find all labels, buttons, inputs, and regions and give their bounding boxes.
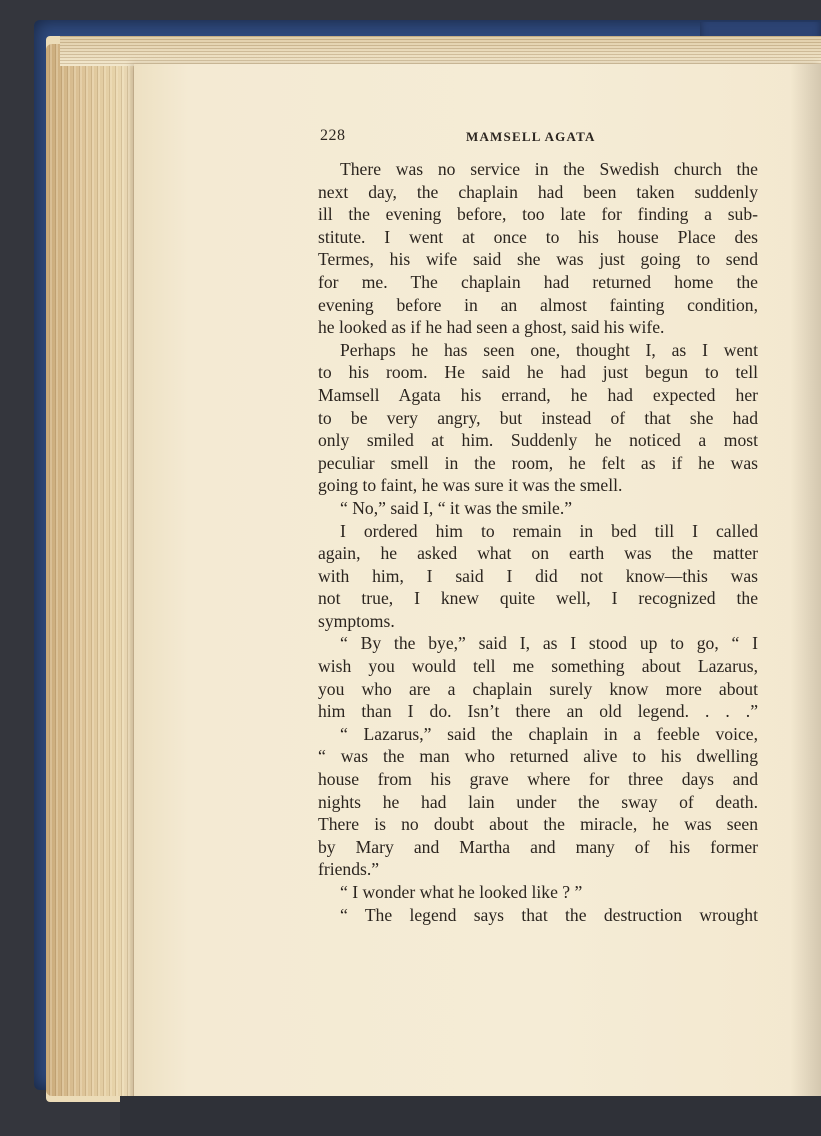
text-line: not true, I knew quite well, I recognized the <box>318 588 758 609</box>
text-line: you who are a chaplain surely know more about <box>318 678 758 699</box>
running-head <box>320 127 760 149</box>
text-line: by Mary and Martha and many of his former <box>318 836 758 857</box>
text-line: next day, the chaplain had been taken suddenly <box>318 181 758 202</box>
text-line: symptoms. <box>318 610 395 631</box>
text-line: to be very angry, but instead of that she had <box>318 407 758 428</box>
page-fore-edge <box>46 44 142 1096</box>
text-line: There was no service in the Swedish church the <box>340 159 758 179</box>
text-line: stitute. I went at once to his house Place des <box>318 226 758 247</box>
text-line: nights he had lain under the sway of death. <box>318 791 758 812</box>
text-line: There is no doubt about the miracle, he was seen <box>318 814 758 835</box>
text-line: he looked as if he had seen a ghost, said his wife. <box>318 317 665 338</box>
text-line: peculiar smell in the room, he felt as if he was <box>318 452 758 473</box>
text-line: ill the evening before, too late for finding a sub- <box>318 204 758 225</box>
running-title: MAMSELL AGATA <box>466 129 596 144</box>
text-line: him than I do. Isn’t there an old legend. . . .” <box>318 701 758 722</box>
text-line: “ was the man who returned alive to his dwelling <box>318 746 758 767</box>
gutter-shadow <box>790 64 821 1104</box>
text-line: to his room. He said he had just begun to tell <box>318 362 758 383</box>
text-line: “ Lazarus,” said the chaplain in a feeble voice, <box>340 723 758 744</box>
text-line: “ I wonder what he looked like ? ” <box>340 882 583 902</box>
page-number: 228 <box>320 127 346 144</box>
page-top-edge <box>60 36 821 66</box>
text-line: with him, I said I did not know—this was <box>318 565 758 586</box>
text-line: Mamsell Agata his errand, he had expected her <box>318 384 758 405</box>
text-line: friends.” <box>318 859 380 880</box>
bottom-background <box>120 1096 821 1136</box>
text-line: evening before in an almost fainting condition, <box>318 294 758 315</box>
text-line: “ No,” said I, “ it was the smile.” <box>340 497 573 518</box>
text-line: going to faint, he was sure it was the smell. <box>318 475 623 496</box>
text-line: Perhaps he has seen one, thought I, as I went <box>340 339 758 360</box>
text-line: wish you would tell me something about Lazarus, <box>318 656 758 677</box>
text-line: “ By the bye,” said I, as I stood up to go, “ I <box>340 633 758 654</box>
text-line: I ordered him to remain in bed till I called <box>340 520 758 541</box>
text-line: again, he asked what on earth was the matter <box>318 543 758 564</box>
text-line: for me. The chaplain had returned home the <box>318 271 758 292</box>
text-line: “ The legend says that the destruction wrought <box>340 904 758 925</box>
body-text <box>318 158 758 926</box>
text-line: house from his grave where for three days and <box>318 769 758 790</box>
text-line: only smiled at him. Suddenly he noticed a most <box>318 430 758 451</box>
text-line: Termes, his wife said she was just going to send <box>318 249 758 270</box>
